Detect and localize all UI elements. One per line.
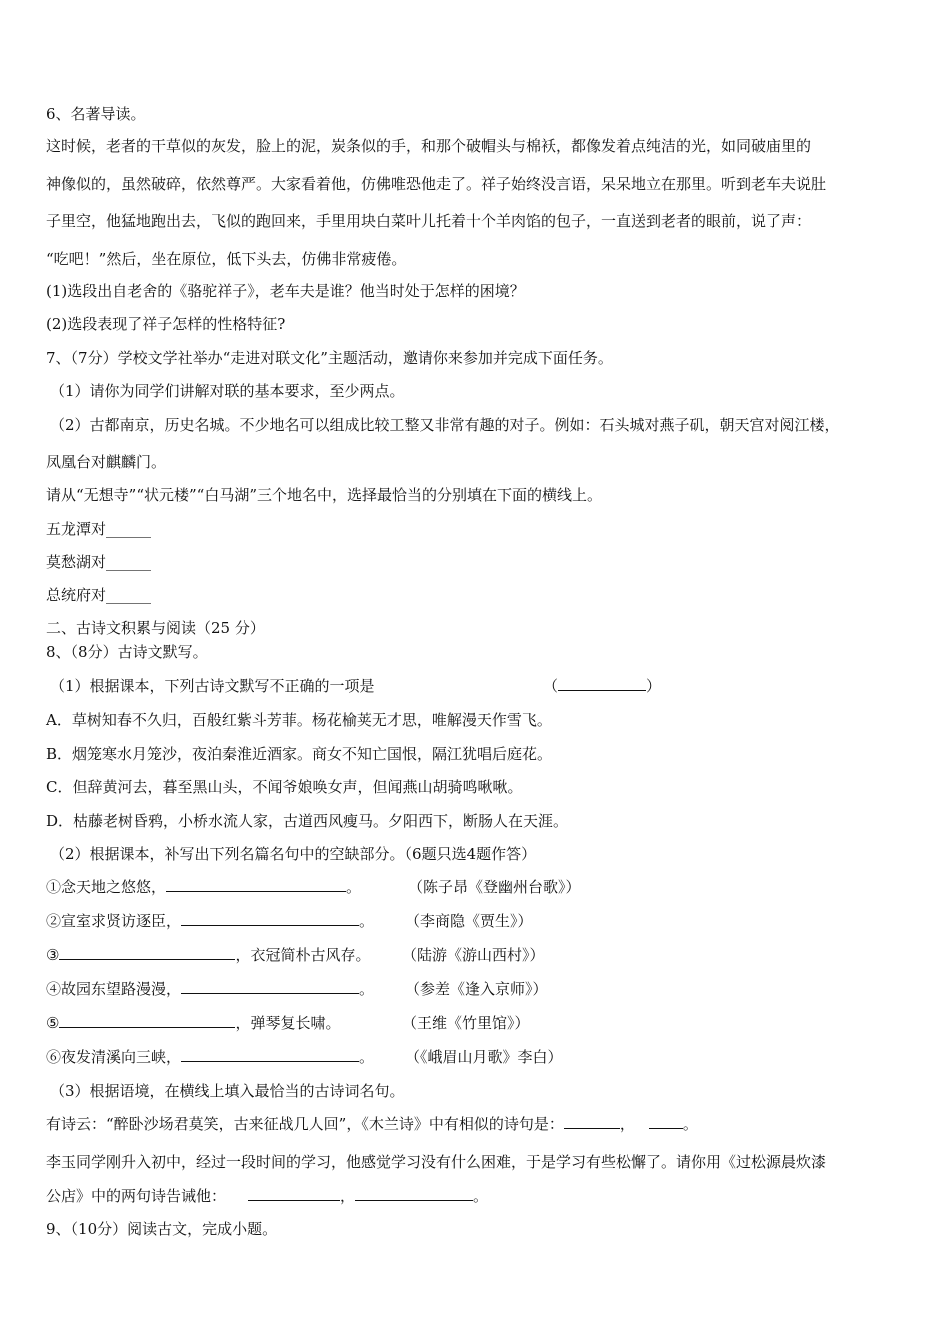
q8-heading: 8、（8分）古诗文默写。 [46, 643, 208, 661]
fill-item-4 [46, 979, 374, 999]
fill-number: ⑤ [46, 1014, 60, 1032]
sub3-blank-2 [649, 1114, 683, 1129]
q6-passage-line-3: 子里空，他猛地跑出去，飞似的跑回来，手里用块白菜叶儿托着十个羊肉馅的包子，一直送到老者的眼前，说了声： [46, 212, 812, 230]
fill-number: ③ [46, 946, 60, 964]
answer-paren-open: （ [543, 677, 559, 695]
fill-after: ，衣冠简朴古风存。 [235, 946, 371, 964]
sub3-comma-2: ， [340, 1187, 356, 1205]
sub3-line3-text: 公店》中的两句诗告诫他： [46, 1187, 227, 1205]
q7-heading: 7、（7分）学校文学社举办“走进对联文化”主题活动，邀请你来参加并完成下面任务。 [46, 349, 613, 367]
sub3-blank-4 [355, 1186, 473, 1201]
answer-paren-close: ） [646, 677, 662, 695]
q8-option-a: A．草树知春不久归，百般红紫斗芳菲。杨花榆荚无才思，唯解漫天作雪飞。 [46, 711, 552, 729]
q6-sub1: (1)选段出自老舍的《骆驼祥子》，老车夫是谁？他当时处于怎样的困境？ [46, 282, 525, 300]
q7-pair-3: 总统府对______ [46, 586, 152, 604]
sub3-blank-1 [564, 1114, 620, 1129]
q8-sub3-line1 [46, 1114, 698, 1134]
fill-blank [59, 945, 235, 960]
fill-item-2 [46, 911, 374, 931]
fill-blank [181, 1047, 359, 1062]
q8-sub3-line2: 李玉同学刚升入初中，经过一段时间的学习，他感觉学习没有什么困难，于是学习有些松懈了。请你用《过松源晨炊漆 [46, 1153, 827, 1171]
fill-blank [181, 979, 359, 994]
q6-heading: 6、名著导读。 [46, 105, 146, 123]
q7-pair-2: 莫愁湖对______ [46, 553, 152, 571]
fill-source-3: （陆游《游山西村》） [402, 946, 545, 964]
fill-after: 。 [359, 912, 375, 930]
fill-before: 夜发清溪向三峡， [61, 1048, 182, 1066]
fill-item-6 [46, 1047, 374, 1067]
fill-after: 。 [359, 980, 375, 998]
q7-sub2-line2: 凤凰台对麒麟门。 [46, 453, 167, 471]
sub3-end-2: 。 [473, 1187, 489, 1205]
fill-item-1 [46, 877, 361, 897]
q8-sub3-line3 [46, 1186, 488, 1206]
fill-after: 。 [346, 878, 362, 896]
q8-answer-slot [543, 676, 661, 696]
fill-source-6: （《峨眉山月歌》李白） [405, 1048, 563, 1066]
q6-passage-line-4: “吃吧！”然后，坐在原位，低下头去，仿佛非常疲倦。 [46, 250, 407, 268]
q9-heading: 9、（10分）阅读古文，完成小题。 [46, 1220, 278, 1238]
answer-blank [558, 676, 646, 691]
q7-instruction: 请从“无想寺”“状元楼”“白马湖”三个地名中，选择最恰当的分别填在下面的横线上。 [46, 486, 603, 504]
fill-source-2: （李商隐《贾生》） [405, 912, 533, 930]
fill-after: ，弹琴复长啸。 [235, 1014, 341, 1032]
sub3-blank-3 [248, 1186, 340, 1201]
fill-source-4: （参差《逢入京师》） [405, 980, 548, 998]
q8-sub1: （1）根据课本，下列古诗文默写不正确的一项是 [50, 677, 375, 695]
q6-sub2: (2)选段表现了祥子怎样的性格特征? [46, 315, 286, 333]
fill-blank [59, 1013, 235, 1028]
fill-after: 。 [359, 1048, 375, 1066]
fill-number: ④ [46, 980, 62, 998]
fill-blank [181, 911, 359, 926]
fill-source-1: （陈子昂《登幽州台歌》） [408, 878, 581, 896]
q8-option-c: C．但辞黄河去，暮至黑山头，不闻爷娘唤女声，但闻燕山胡骑鸣啾啾。 [46, 778, 523, 796]
fill-before: 宣室求贤访逐臣， [61, 912, 182, 930]
fill-before: 故园东望路漫漫， [61, 980, 182, 998]
q8-option-b: B．烟笼寒水月笼沙，夜泊秦淮近酒家。商女不知亡国恨，隔江犹唱后庭花。 [46, 745, 553, 763]
q8-sub3: （3）根据语境，在横线上填入最恰当的古诗词名句。 [50, 1082, 405, 1100]
q8-sub2: （2）根据课本，补写出下列名篇名句中的空缺部分。（6题只选4题作答） [50, 845, 537, 863]
section-2-heading: 二、古诗文积累与阅读（25 分） [46, 619, 265, 637]
fill-number: ① [46, 878, 62, 896]
fill-item-3 [46, 945, 370, 965]
fill-source-5: （王维《竹里馆》） [402, 1014, 530, 1032]
fill-number: ② [46, 912, 62, 930]
sub3-line1-text: 有诗云：“醉卧沙场君莫笑，古来征战几人回”，《木兰诗》中有相似的诗句是： [46, 1115, 564, 1133]
sub3-end: 。 [682, 1115, 698, 1133]
fill-item-5 [46, 1013, 340, 1033]
q6-passage-line-1: 这时候，老者的干草似的灰发，脸上的泥，炭条似的手，和那个破帽头与棉袄，都像发着点纯洁的光，如同破庙里的 [46, 137, 812, 155]
q7-sub2-line1: （2）古都南京，历史名城。不少地名可以组成比较工整又非常有趣的对子。例如：石头城对燕子矶，朝天宫对阅江楼， [50, 416, 840, 434]
fill-before: 念天地之悠悠， [61, 878, 167, 896]
q7-pair-1: 五龙潭对______ [46, 520, 152, 538]
fill-number: ⑥ [46, 1048, 62, 1066]
fill-blank [166, 877, 346, 892]
q6-passage-line-2: 神像似的，虽然破碎，依然尊严。大家看着他，仿佛唯恐他走了。祥子始终没言语，呆呆地立在那里。听到老车夫说肚 [46, 175, 827, 193]
q7-sub1: （1）请你为同学们讲解对联的基本要求，至少两点。 [50, 382, 405, 400]
sub3-comma: ， [619, 1115, 635, 1133]
q8-option-d: D．枯藤老树昏鸦，小桥水流人家，古道西风瘦马。夕阳西下，断肠人在天涯。 [46, 812, 569, 830]
